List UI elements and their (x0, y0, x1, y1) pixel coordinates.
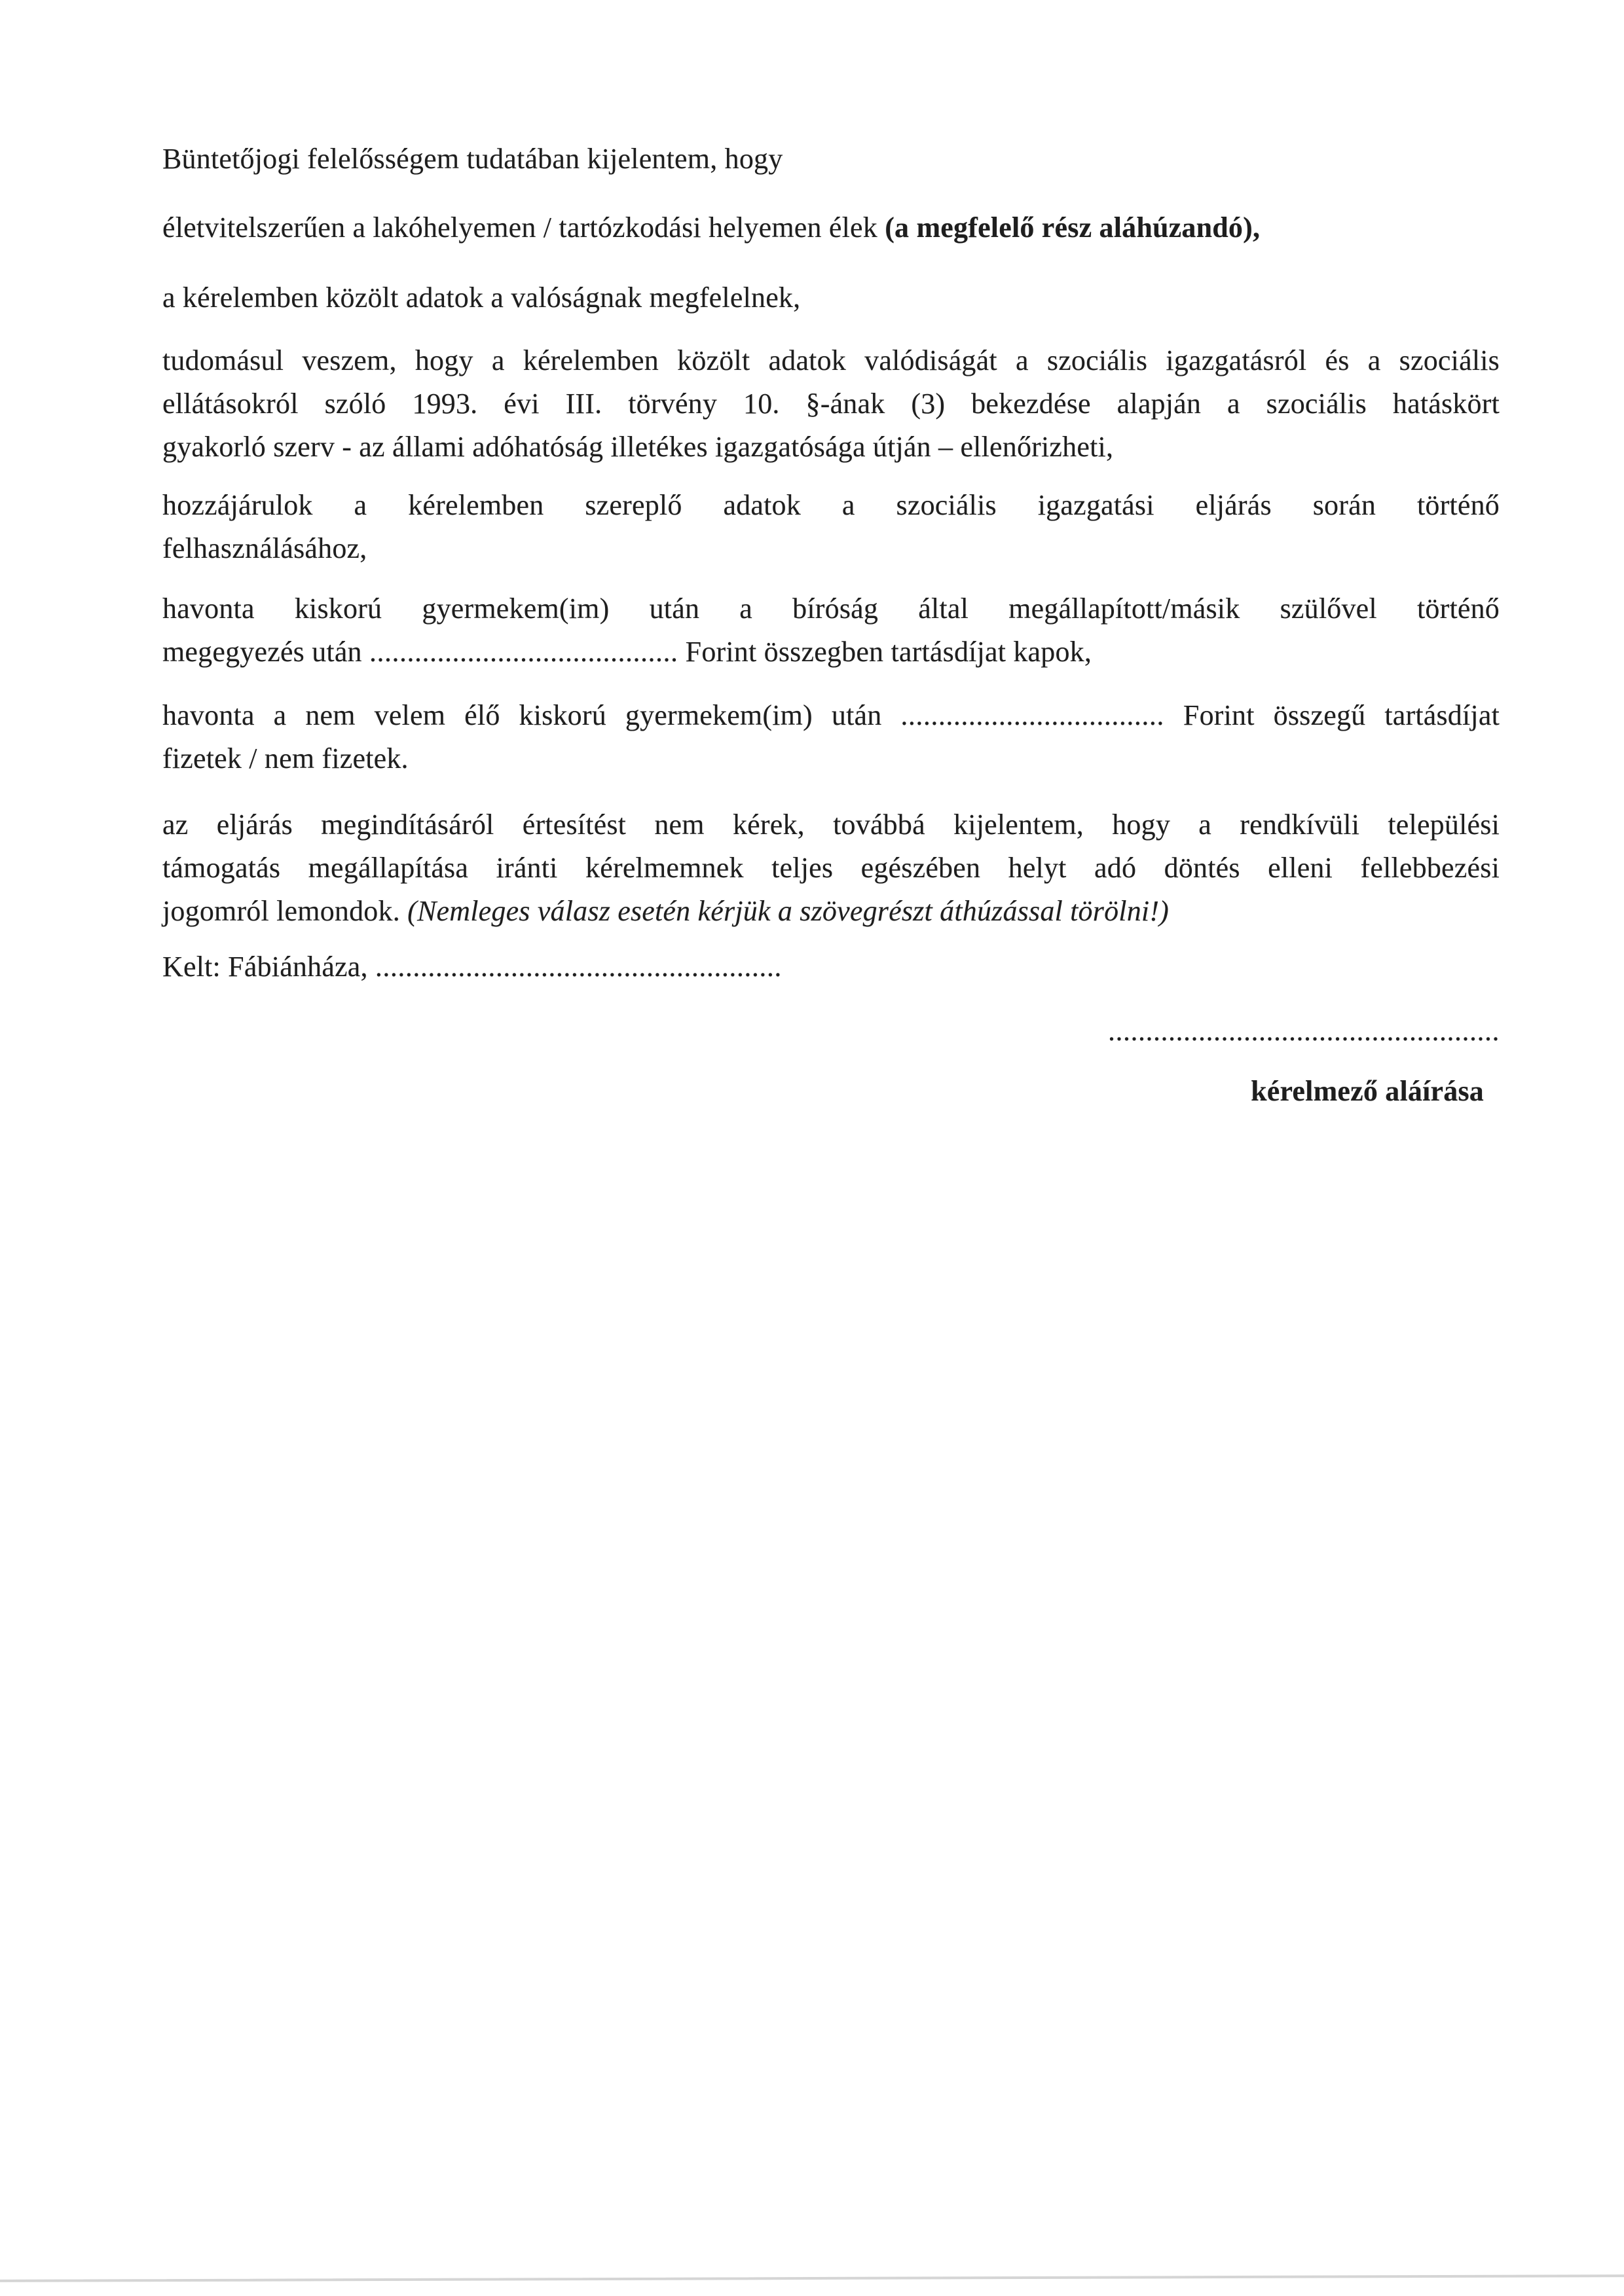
agreement-text: megegyezés után (162, 636, 369, 668)
paragraph-data-truthfulness (162, 276, 1500, 319)
text-line: felhasználásához, (162, 532, 367, 564)
amount-paid-suffix: Forint összegű tartásdíjat (1164, 699, 1500, 731)
scan-artifact-line (0, 2274, 1624, 2282)
paragraph-residence-statement (162, 206, 1500, 249)
text-line: támogatás megállapítása iránti kérelmemnek teljes egészében helyt adó döntés elleni fellebbezési (162, 852, 1500, 884)
alimony-paid-text: havonta a nem velem élő kiskorú gyermekem(im) után (162, 699, 901, 731)
paragraph-oath-intro (162, 137, 1500, 181)
date-blank-dotted: ...................................................... (375, 951, 782, 983)
text-line (162, 945, 1500, 989)
paragraph-appeal-waiver (162, 803, 1500, 933)
text-line: az eljárás megindításáról értesítést nem kérek, továbbá kijelentem, hogy a rendkívüli települési (162, 809, 1500, 841)
text-line (162, 630, 1500, 674)
paragraph-date-line (162, 945, 1500, 989)
paragraph-verification-acknowledgement (162, 339, 1500, 469)
document-body (162, 0, 1500, 1113)
residence-text: életvitelszerűen a lakóhelyemen / tartózkodási helyemen élek (162, 211, 885, 244)
text-line (162, 694, 1500, 737)
paragraph-alimony-paid (162, 694, 1500, 780)
waiver-text: jogomról lemondok. (162, 895, 408, 927)
text-line: tudomásul veszem, hogy a kérelemben közölt adatok valódiságát a szociális igazgatásról és a szociális (162, 344, 1500, 376)
signature-blank-dotted: .................................................... (1108, 1015, 1500, 1047)
amount-paid-blank-dotted: ................................... (900, 699, 1164, 731)
paragraph-alimony-received (162, 587, 1500, 674)
text-line: hozzájárulok a kérelemben szereplő adatok a szociális igazgatási eljárás során történő (162, 489, 1500, 521)
text-line: ellátásokról szóló 1993. évi III. törvény 10. §-ának (3) bekezdése alapján a szociális hatáskört (162, 388, 1500, 420)
text-line (162, 890, 1500, 933)
text-line (162, 206, 1500, 249)
text-line: Büntetőjogi felelősségem tudatában kijelentem, hogy (162, 143, 783, 175)
amount-received-suffix: Forint összegben tartásdíjat kapok, (678, 636, 1092, 668)
underline-instruction-bold: (a megfelelő rész aláhúzandó), (885, 211, 1261, 244)
signature-block (162, 1010, 1500, 1113)
text-line: gyakorló szerv - az állami adóhatóság illetékes igazgatósága útján – ellenőrizheti, (162, 431, 1114, 463)
text-line: fizetek / nem fizetek. (162, 742, 409, 774)
strike-through-note-italic: (Nemleges válasz esetén kérjük a szövegrészt áthúzással törölni!) (407, 895, 1170, 927)
amount-received-blank-dotted: ......................................... (369, 636, 678, 668)
paragraph-data-use-consent (162, 484, 1500, 570)
signature-label: kérelmező aláírása (1251, 1075, 1484, 1107)
text-line: a kérelemben közölt adatok a valóságnak megfelelnek, (162, 282, 801, 314)
date-place-text: Kelt: Fábiánháza, (162, 951, 375, 983)
text-line: havonta kiskorú gyermekem(im) után a bíróság által megállapított/másik szülővel történő (162, 592, 1500, 625)
